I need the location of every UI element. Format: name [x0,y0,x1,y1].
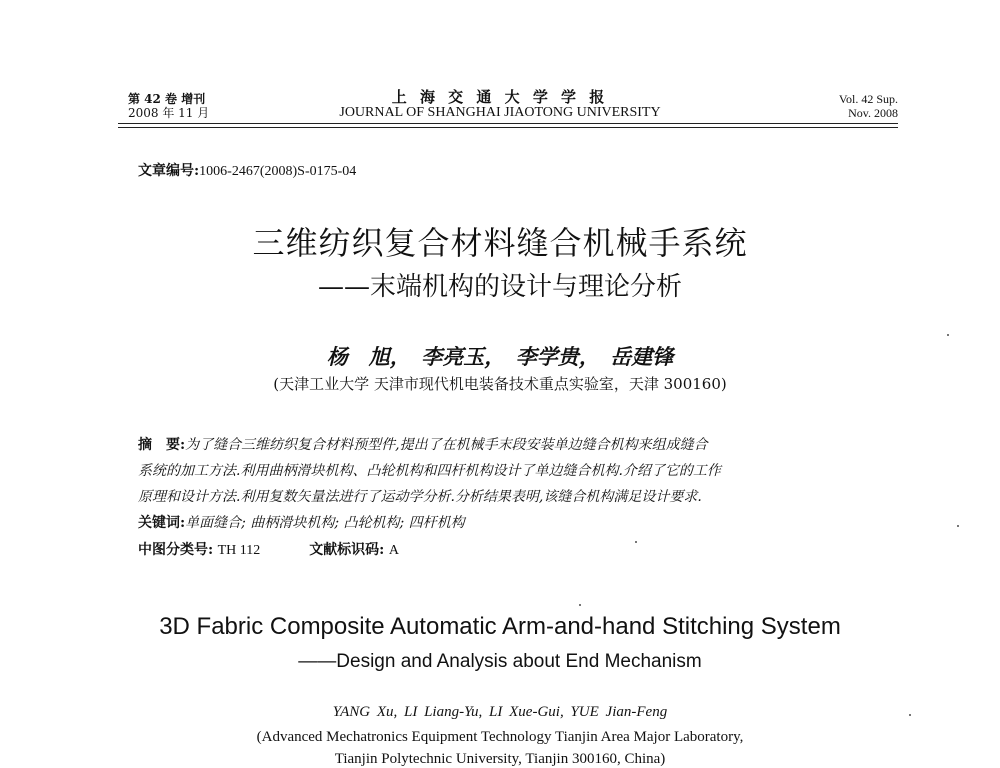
header-rule-bottom [118,127,898,128]
title-cn: 三维纺织复合材料缝合机械手系统 [252,224,748,262]
scan-speck [635,541,637,543]
header-rule-top [118,123,898,124]
subtitle-en: ——Design and Analysis about End Mechanism [298,651,702,672]
scan-speck [957,525,959,527]
scan-speck [579,604,581,606]
affiliation-en-2: Tianjin Polytechnic University, Tianjin 300160, China) [334,751,666,767]
title-en: 3D Fabric Composite Automatic Arm-and-hand Stitching System [159,613,841,640]
classification-line [138,539,399,559]
date-en: Nov. 2008 [848,106,898,120]
doc-code-label: 文献标识码: [309,542,385,558]
journal-name-en: JOURNAL OF SHANGHAI JIAOTONG UNIVERSITY [339,105,661,120]
keywords-line [138,512,465,532]
affiliation-cn: (天津工业大学 天津市现代机电装备技术重点实验室，天津 300160) [273,375,727,393]
keywords-text: 单面缝合; 曲柄滑块机构; 凸轮机构; 四杆机构 [185,515,465,531]
clc-value: TH 112 [217,543,261,558]
subtitle-cn: ——末端机构的设计与理论分析 [317,272,682,302]
keywords-label: 关键词: [138,515,186,531]
abstract-line-2: 系统的加工方法.利用曲柄滑块机构、凸轮机构和四杆机构设计了单边缝合机构.介绍了它的工作 [138,463,721,479]
article-id-value: 1006-2467(2008)S-0175-04 [199,164,357,179]
abstract-line-3: 原理和设计方法.利用复数矢量法进行了运动学分析.分析结果表明,该缝合机构满足设计要求. [138,489,702,505]
abstract-label: 摘 要: [138,437,186,453]
date-cn: 2008 年 11 月 [128,106,210,120]
article-id-label: 文章编号: [138,163,200,179]
clc-label: 中图分类号: [138,542,214,558]
affiliation-en-1: (Advanced Mechatronics Equipment Technology Tianjin Area Major Laboratory, [256,729,744,745]
abstract-line-1 [138,434,708,454]
scan-speck [947,334,949,336]
authors-cn: 杨 旭， 李亮玉， 李学贵， 岳建锋 [326,344,674,369]
abstract-text-1: 为了缝合三维纺织复合材料预型件,提出了在机械手末段安装单边缝合机构来组成缝合 [185,437,708,453]
journal-name-cn: 上 海 交 通 大 学 学 报 [391,88,609,106]
volume-cn: 第 42 卷 增刊 [128,92,206,106]
article-id [138,160,356,180]
volume-en: Vol. 42 Sup. [838,92,898,106]
scan-speck [909,714,911,716]
authors-en: YANG Xu, LI Liang-Yu, LI Xue-Gui, YUE Jian-Feng [332,704,668,720]
doc-code-value: A [388,543,399,558]
